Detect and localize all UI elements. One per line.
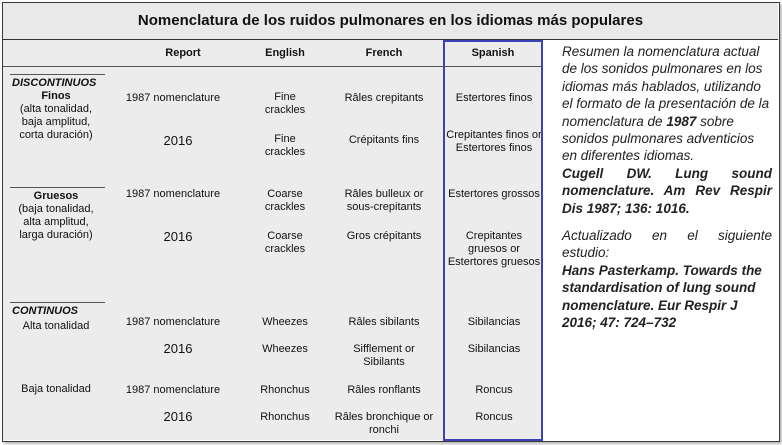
table-cell-english: Fine crackles (264, 91, 306, 116)
table-cell-spanish: Estertores grossos (448, 188, 540, 200)
category-discontinuos-finos (10, 77, 102, 142)
category-gruesos-block (10, 190, 102, 242)
table-cell-french: Râles bronchique or ronchi (334, 411, 434, 436)
table-cell-french: Râles sibilants (348, 316, 420, 328)
table-cell-report: 2016 (163, 409, 193, 424)
title-bar (3, 3, 778, 40)
section-divider-continuos (10, 302, 105, 303)
update-note: Actualizado en el siguiente estudio: (562, 228, 772, 261)
category-discontinuos: DISCONTINUOS (12, 77, 97, 89)
summary-paragraph (562, 43, 772, 165)
table-cell-french: Râles ronflants (347, 384, 421, 396)
table-cell-spanish: Roncus (475, 411, 513, 423)
category-continuos: CONTINUOS (12, 305, 78, 317)
table-cell-french: Gros crépitants (346, 230, 422, 242)
table-cell-spanish: Estertores finos (455, 92, 533, 104)
summary-year: 1987 (666, 113, 697, 129)
header-spanish: Spanish (471, 47, 515, 59)
table-cell-spanish: Crepitantes gruesos or Estertores gruesos (447, 230, 541, 268)
table-cell-report: 1987 nomenclature (125, 384, 221, 396)
category-continuos-block (10, 305, 102, 333)
reference-pasterkamp: Hans Pasterkamp. Towards the standardisation of lung sound nomenclature. Eur Respir J 2016; 47: 724–732 (562, 262, 762, 331)
table-cell-english: Coarse crackles (264, 188, 306, 213)
table-cell-english: Fine crackles (264, 133, 306, 158)
header-french: French (365, 47, 403, 59)
section-divider-discontinuos (10, 74, 105, 75)
category-finos: Finos (41, 90, 71, 102)
table-cell-spanish: Sibilancias (467, 316, 521, 328)
summary-text-a: Resumen la nomenclatura actual de los sonidos pulmonares en los idiomas más hablados, utilizando el formato de la presentación de la nomenclatura de (562, 44, 770, 129)
table-cell-english: Rhonchus (260, 384, 310, 396)
table-cell-report: 1987 nomenclature (125, 316, 221, 328)
table-cell-french: Râles crepitants (344, 92, 424, 104)
table-cell-english: Wheezes (262, 316, 308, 328)
table-cell-report: 2016 (163, 229, 193, 244)
table-cell-french: Râles bulleux or sous-crepitants (344, 188, 424, 213)
category-finos-desc: (alta tonalidad, baja amplitud, corta duración) (19, 103, 93, 141)
category-gruesos: Gruesos (33, 190, 79, 202)
table-cell-report: 2016 (163, 133, 193, 148)
reference-cugell: Cugell DW. Lung sound nomenclature. Am Rev Respir Dis 1987; 136: 1016. (562, 165, 772, 216)
table-cell-english: Rhonchus (260, 411, 310, 423)
category-alta: Alta tonalidad (22, 320, 90, 332)
category-gruesos-desc: (baja tonalidad, alta amplitud, larga duración) (18, 203, 94, 241)
spanish-column-highlight (443, 40, 543, 441)
table-cell-report: 1987 nomenclature (125, 92, 221, 104)
header-report: Report (165, 47, 201, 59)
summary-text-b: sobre sonidos pulmonares adventicios en diferentes idiomas. (562, 113, 755, 164)
table-cell-spanish: Sibilancias (467, 343, 521, 355)
table-cell-spanish: Roncus (475, 384, 513, 396)
table-cell-english: Wheezes (262, 343, 308, 355)
category-baja: Baja tonalidad (21, 383, 91, 395)
table-cell-spanish: Crepitantes finos or Estertores finos (446, 129, 542, 154)
table-cell-french: Sifflement or Sibilants (353, 343, 415, 368)
side-summary (562, 43, 772, 332)
table-cell-french: Crépitants fins (348, 134, 420, 146)
table-cell-report: 2016 (163, 341, 193, 356)
page-title: Nomenclatura de los ruidos pulmonares en los idiomas más populares (137, 12, 644, 29)
header-english: English (265, 47, 305, 59)
table-cell-report: 1987 nomenclature (125, 188, 221, 200)
section-divider-gruesos (10, 187, 105, 188)
table-cell-english: Coarse crackles (264, 230, 306, 255)
